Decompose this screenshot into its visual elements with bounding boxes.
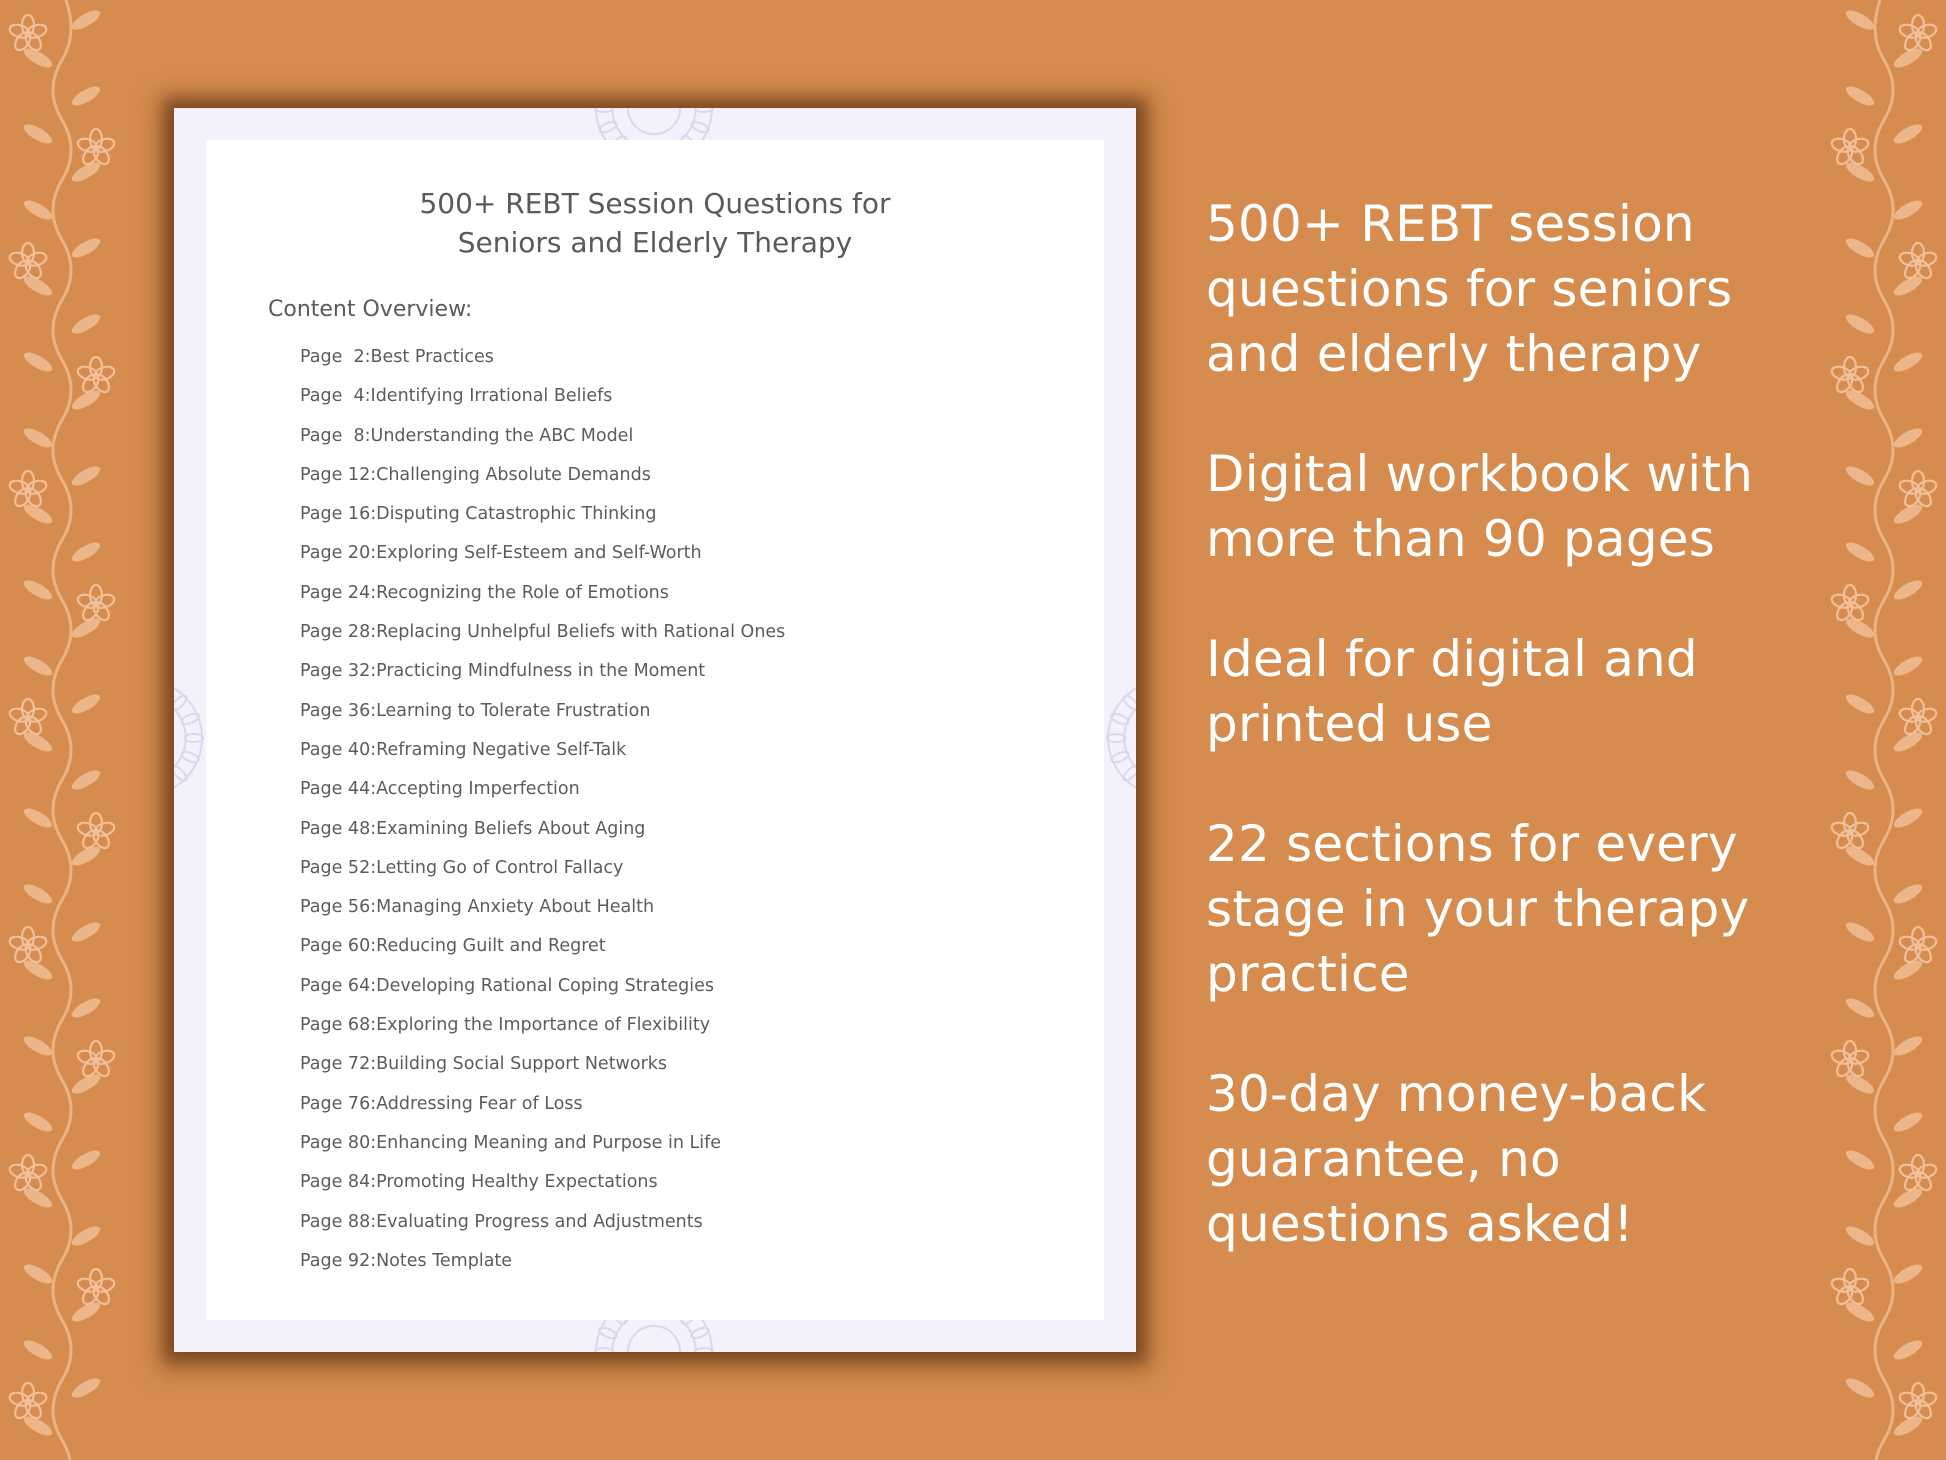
document-title-line-1: 500+ REBT Session Questions for (419, 187, 891, 220)
toc-page-number: Page 8: (300, 425, 371, 446)
toc-section-title: Building Social Support Networks (376, 1054, 668, 1075)
feature-line: 22 sections for every (1206, 815, 1738, 873)
feature-line: 500+ REBT session (1206, 195, 1695, 253)
document-title (206, 184, 1104, 262)
toc-section-title: Developing Rational Coping Strategies (376, 975, 714, 996)
toc-page-number: Page 32: (300, 661, 377, 682)
toc-section-title: Enhancing Meaning and Purpose in Life (376, 1132, 722, 1153)
toc-entry (300, 857, 785, 896)
toc-page-number: Page 36: (300, 700, 377, 721)
toc-page-number: Page 24: (300, 582, 377, 603)
feature-item (1206, 442, 1846, 572)
toc-entry (300, 542, 785, 581)
toc-entry (300, 1093, 785, 1132)
feature-line: more than 90 pages (1206, 510, 1715, 568)
toc-page-number: Page 48: (300, 818, 377, 839)
toc-entry (300, 346, 785, 385)
feature-line: practice (1206, 945, 1410, 1003)
toc-section-title: Disputing Catastrophic Thinking (376, 504, 657, 525)
toc-entry (300, 385, 785, 424)
toc-section-title: Replacing Unhelpful Beliefs with Rational Ones (376, 622, 786, 643)
feature-line: questions for seniors (1206, 260, 1733, 318)
toc-entry (300, 1132, 785, 1171)
toc-entry (300, 818, 785, 857)
feature-line: questions asked! (1206, 1195, 1634, 1253)
toc-entry (300, 1053, 785, 1092)
toc-entry (300, 1250, 785, 1289)
feature-item (1206, 627, 1846, 757)
toc-page-number: Page 12: (300, 464, 377, 485)
feature-line: 30-day money-back (1206, 1065, 1707, 1123)
feature-item (1206, 192, 1846, 387)
toc-page-number: Page 80: (300, 1132, 377, 1153)
toc-page-number: Page 56: (300, 897, 377, 918)
toc-entry (300, 700, 785, 739)
toc-section-title: Addressing Fear of Loss (376, 1093, 583, 1114)
table-of-contents (300, 346, 785, 1289)
toc-section-title: Learning to Tolerate Frustration (376, 700, 651, 721)
toc-section-title: Practicing Mindfulness in the Moment (376, 661, 706, 682)
page-content (206, 140, 1104, 1320)
toc-page-number: Page 4: (300, 386, 371, 407)
toc-entry (300, 1014, 785, 1053)
toc-page-number: Page 84: (300, 1172, 377, 1193)
toc-page-number: Page 68: (300, 1015, 377, 1036)
toc-entry (300, 425, 785, 464)
feature-item (1206, 1062, 1846, 1257)
toc-page-number: Page 44: (300, 779, 377, 800)
toc-section-title: Challenging Absolute Demands (376, 464, 651, 485)
toc-entry (300, 1171, 785, 1210)
toc-page-number: Page 64: (300, 975, 377, 996)
feature-item (1206, 812, 1846, 1007)
toc-section-title: Understanding the ABC Model (370, 425, 634, 446)
document-title-line-2: Seniors and Elderly Therapy (457, 226, 853, 259)
toc-section-title: Identifying Irrational Beliefs (370, 386, 613, 407)
toc-section-title: Reducing Guilt and Regret (376, 936, 606, 957)
feature-list (1206, 192, 1846, 1312)
feature-line: and elderly therapy (1206, 325, 1702, 383)
toc-entry (300, 935, 785, 974)
toc-page-number: Page 16: (300, 504, 377, 525)
mandala-ornament-left (174, 588, 204, 888)
toc-page-number: Page 92: (300, 1250, 377, 1271)
toc-entry (300, 582, 785, 621)
toc-section-title: Accepting Imperfection (376, 779, 580, 800)
toc-entry (300, 739, 785, 778)
toc-section-title: Letting Go of Control Fallacy (376, 857, 624, 878)
toc-entry (300, 503, 785, 542)
toc-entry (300, 660, 785, 699)
feature-line: guarantee, no (1206, 1130, 1561, 1188)
toc-section-title: Exploring the Importance of Flexibility (376, 1015, 711, 1036)
feature-line: stage in your therapy (1206, 880, 1750, 938)
toc-entry (300, 975, 785, 1014)
toc-page-number: Page 20: (300, 543, 377, 564)
toc-entry (300, 464, 785, 503)
feature-line: Ideal for digital and (1206, 630, 1698, 688)
left-floral-vine (0, 0, 130, 1460)
toc-page-number: Page 60: (300, 936, 377, 957)
content-overview-heading: Content Overview: (268, 297, 473, 322)
toc-section-title: Evaluating Progress and Adjustments (376, 1211, 703, 1232)
toc-entry (300, 896, 785, 935)
toc-page-number: Page 76: (300, 1093, 377, 1114)
mandala-ornament-right (1106, 588, 1136, 888)
toc-page-number: Page 72: (300, 1054, 377, 1075)
workbook-page-preview (174, 108, 1136, 1352)
toc-section-title: Exploring Self-Esteem and Self-Worth (376, 543, 702, 564)
toc-section-title: Examining Beliefs About Aging (376, 818, 646, 839)
toc-section-title: Reframing Negative Self-Talk (376, 739, 627, 760)
toc-section-title: Recognizing the Role of Emotions (376, 582, 669, 603)
toc-page-number: Page 40: (300, 739, 377, 760)
toc-section-title: Notes Template (376, 1250, 513, 1271)
feature-line: printed use (1206, 695, 1493, 753)
toc-section-title: Managing Anxiety About Health (376, 897, 655, 918)
toc-section-title: Promoting Healthy Expectations (376, 1172, 658, 1193)
feature-line: Digital workbook with (1206, 445, 1754, 503)
toc-entry (300, 778, 785, 817)
toc-page-number: Page 88: (300, 1211, 377, 1232)
toc-entry (300, 621, 785, 660)
toc-section-title: Best Practices (370, 347, 494, 367)
toc-entry (300, 1211, 785, 1250)
toc-page-number: Page 28: (300, 622, 377, 643)
toc-page-number: Page 52: (300, 857, 377, 878)
toc-page-number: Page 2: (300, 347, 371, 367)
